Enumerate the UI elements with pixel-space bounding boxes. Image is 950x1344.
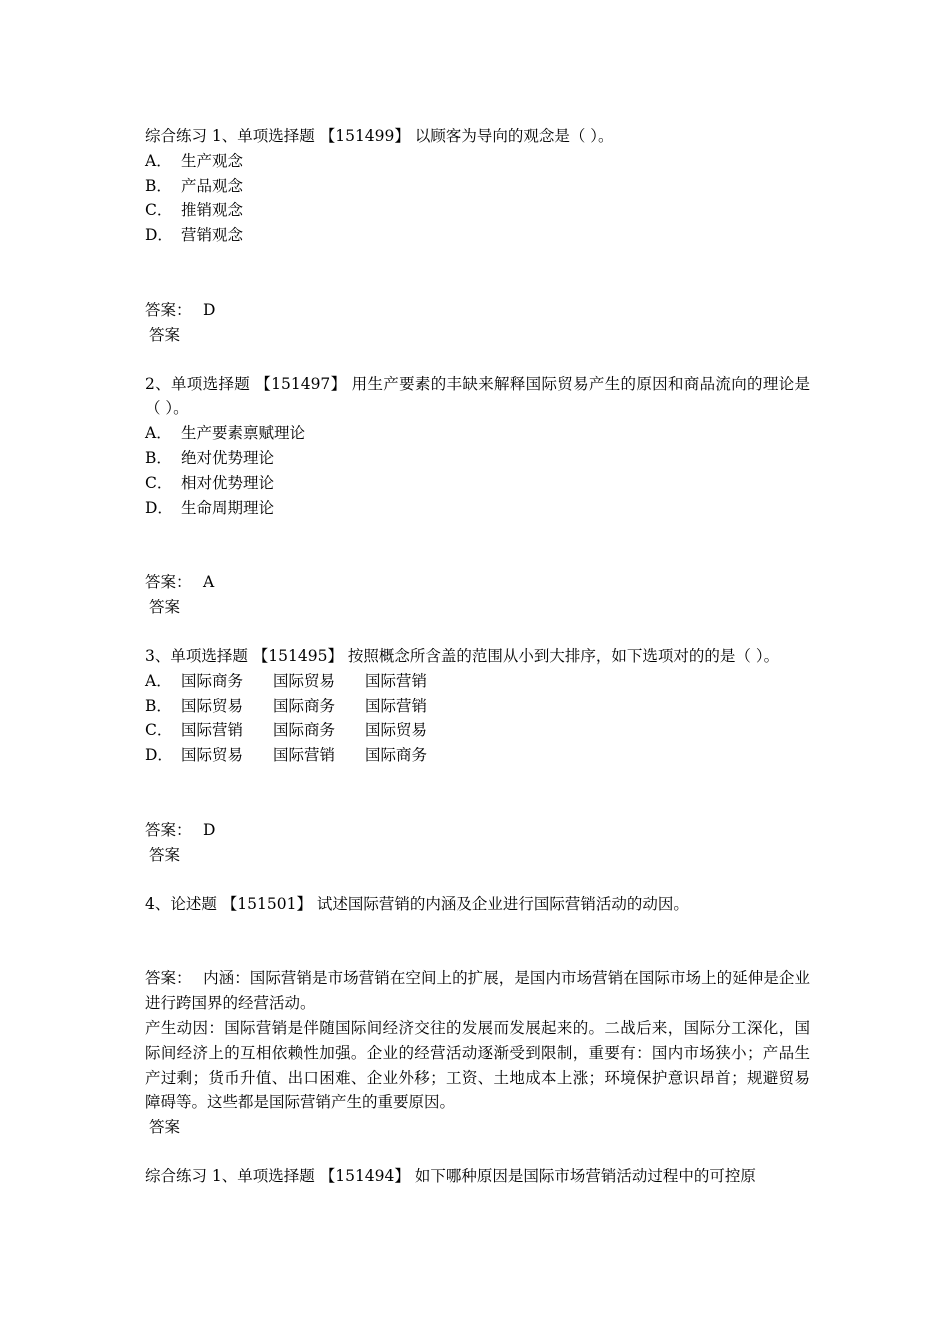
option-letter: D． bbox=[145, 746, 173, 765]
option-cell: 国际贸易 bbox=[181, 696, 244, 715]
question-4-answer-intro bbox=[145, 966, 810, 1016]
question-1-option-a bbox=[145, 149, 810, 174]
question-3-option-a bbox=[145, 669, 810, 694]
option-cell: 国际营销 bbox=[365, 696, 428, 715]
option-letter: B． bbox=[145, 448, 172, 467]
question-3-option-c bbox=[145, 718, 810, 743]
option-cell: 国际商务 bbox=[181, 671, 244, 690]
answer-label: 答案： bbox=[145, 820, 192, 839]
question-1-answer-link[interactable]: 答案 bbox=[149, 325, 181, 344]
option-text: 生产观念 bbox=[181, 151, 244, 170]
option-cell: 国际商务 bbox=[273, 721, 336, 740]
option-letter: B． bbox=[145, 176, 172, 195]
option-cell: 国际商务 bbox=[273, 696, 336, 715]
option-letter: C． bbox=[145, 721, 173, 740]
question-1-header: 综合练习 1、单项选择题 【151499】 以顾客为导向的观念是（ ）。 bbox=[145, 127, 614, 145]
option-cell: 国际营销 bbox=[181, 721, 244, 740]
option-letter: A． bbox=[145, 671, 172, 690]
option-text: 相对优势理论 bbox=[181, 473, 275, 492]
answer-label: 答案： bbox=[145, 300, 192, 319]
option-letter: B． bbox=[145, 696, 172, 715]
question-5-header: 综合练习 1、单项选择题 【151494】 如下哪种原因是国际市场营销活动过程中的可控原 bbox=[145, 1166, 756, 1185]
option-text: 绝对优势理论 bbox=[181, 448, 275, 467]
option-cell: 国际贸易 bbox=[365, 721, 428, 740]
question-1-option-d bbox=[145, 223, 810, 248]
option-cell: 国际贸易 bbox=[273, 671, 336, 690]
document-page bbox=[145, 124, 810, 1189]
answer-value: D bbox=[203, 300, 216, 319]
question-2-option-d bbox=[145, 496, 810, 521]
answer-label: 答案： bbox=[145, 969, 192, 988]
question-4-answer-reasons: 产生动因：国际营销是伴随国际间经济交往的发展而发展起来的。二战后来，国际分工深化，国际间经济上的互相依赖性加强。企业的经营活动逐渐受到限制，重要有：国内市场狭小；产品生产过剩；货币升值、出口困难、企业外移；工资、土地成本上涨；环境保护意识昂首；规避贸易障碍等。这些都是国际营销产生的重要原因。 bbox=[145, 1018, 810, 1112]
question-4-header: 4、论述题 【151501】 试述国际营销的内涵及企业进行国际营销活动的动因。 bbox=[145, 894, 689, 913]
question-3-option-d bbox=[145, 743, 810, 768]
question-1-answer bbox=[145, 298, 810, 323]
option-cell: 国际营销 bbox=[365, 671, 428, 690]
question-2-header: 2、单项选择题 【151497】 用生产要素的丰缺来解释国际贸易产生的原因和商品流向的理论是（ ）。 bbox=[145, 374, 810, 418]
question-2-option-b bbox=[145, 446, 810, 471]
question-2-answer-link[interactable]: 答案 bbox=[149, 598, 181, 617]
question-1-option-b bbox=[145, 174, 810, 199]
option-text: 产品观念 bbox=[181, 176, 244, 195]
answer-paragraph: 内涵：国际营销是市场营销在空间上的扩展，是国内市场营销在国际市场上的延伸是企业进行跨国界的经营活动。 bbox=[145, 969, 810, 1013]
option-letter: A． bbox=[145, 151, 172, 170]
option-cell: 国际商务 bbox=[365, 746, 428, 765]
question-3-option-b bbox=[145, 694, 810, 719]
option-text: 推销观念 bbox=[181, 201, 244, 220]
question-1-option-c bbox=[145, 198, 810, 223]
question-3-answer bbox=[145, 818, 810, 843]
question-2-option-c bbox=[145, 471, 810, 496]
option-letter: A． bbox=[145, 424, 172, 443]
option-letter: C． bbox=[145, 201, 173, 220]
option-letter: C． bbox=[145, 473, 173, 492]
question-4-answer-link[interactable]: 答案 bbox=[149, 1118, 181, 1137]
answer-label: 答案： bbox=[145, 573, 192, 592]
option-cell: 国际营销 bbox=[273, 746, 336, 765]
option-letter: D． bbox=[145, 226, 173, 245]
question-3-answer-link[interactable]: 答案 bbox=[149, 845, 181, 864]
option-text: 生产要素禀赋理论 bbox=[181, 424, 306, 443]
option-letter: D． bbox=[145, 498, 173, 517]
answer-value: D bbox=[203, 820, 216, 839]
question-2-answer bbox=[145, 570, 810, 595]
option-text: 营销观念 bbox=[181, 226, 244, 245]
question-2-option-a bbox=[145, 421, 810, 446]
option-cell: 国际贸易 bbox=[181, 746, 244, 765]
question-3-header: 3、单项选择题 【151495】 按照概念所含盖的范围从小到大排序，如下选项对的的是（ ）。 bbox=[145, 646, 780, 665]
answer-value: A bbox=[203, 573, 215, 592]
option-text: 生命周期理论 bbox=[181, 498, 275, 517]
